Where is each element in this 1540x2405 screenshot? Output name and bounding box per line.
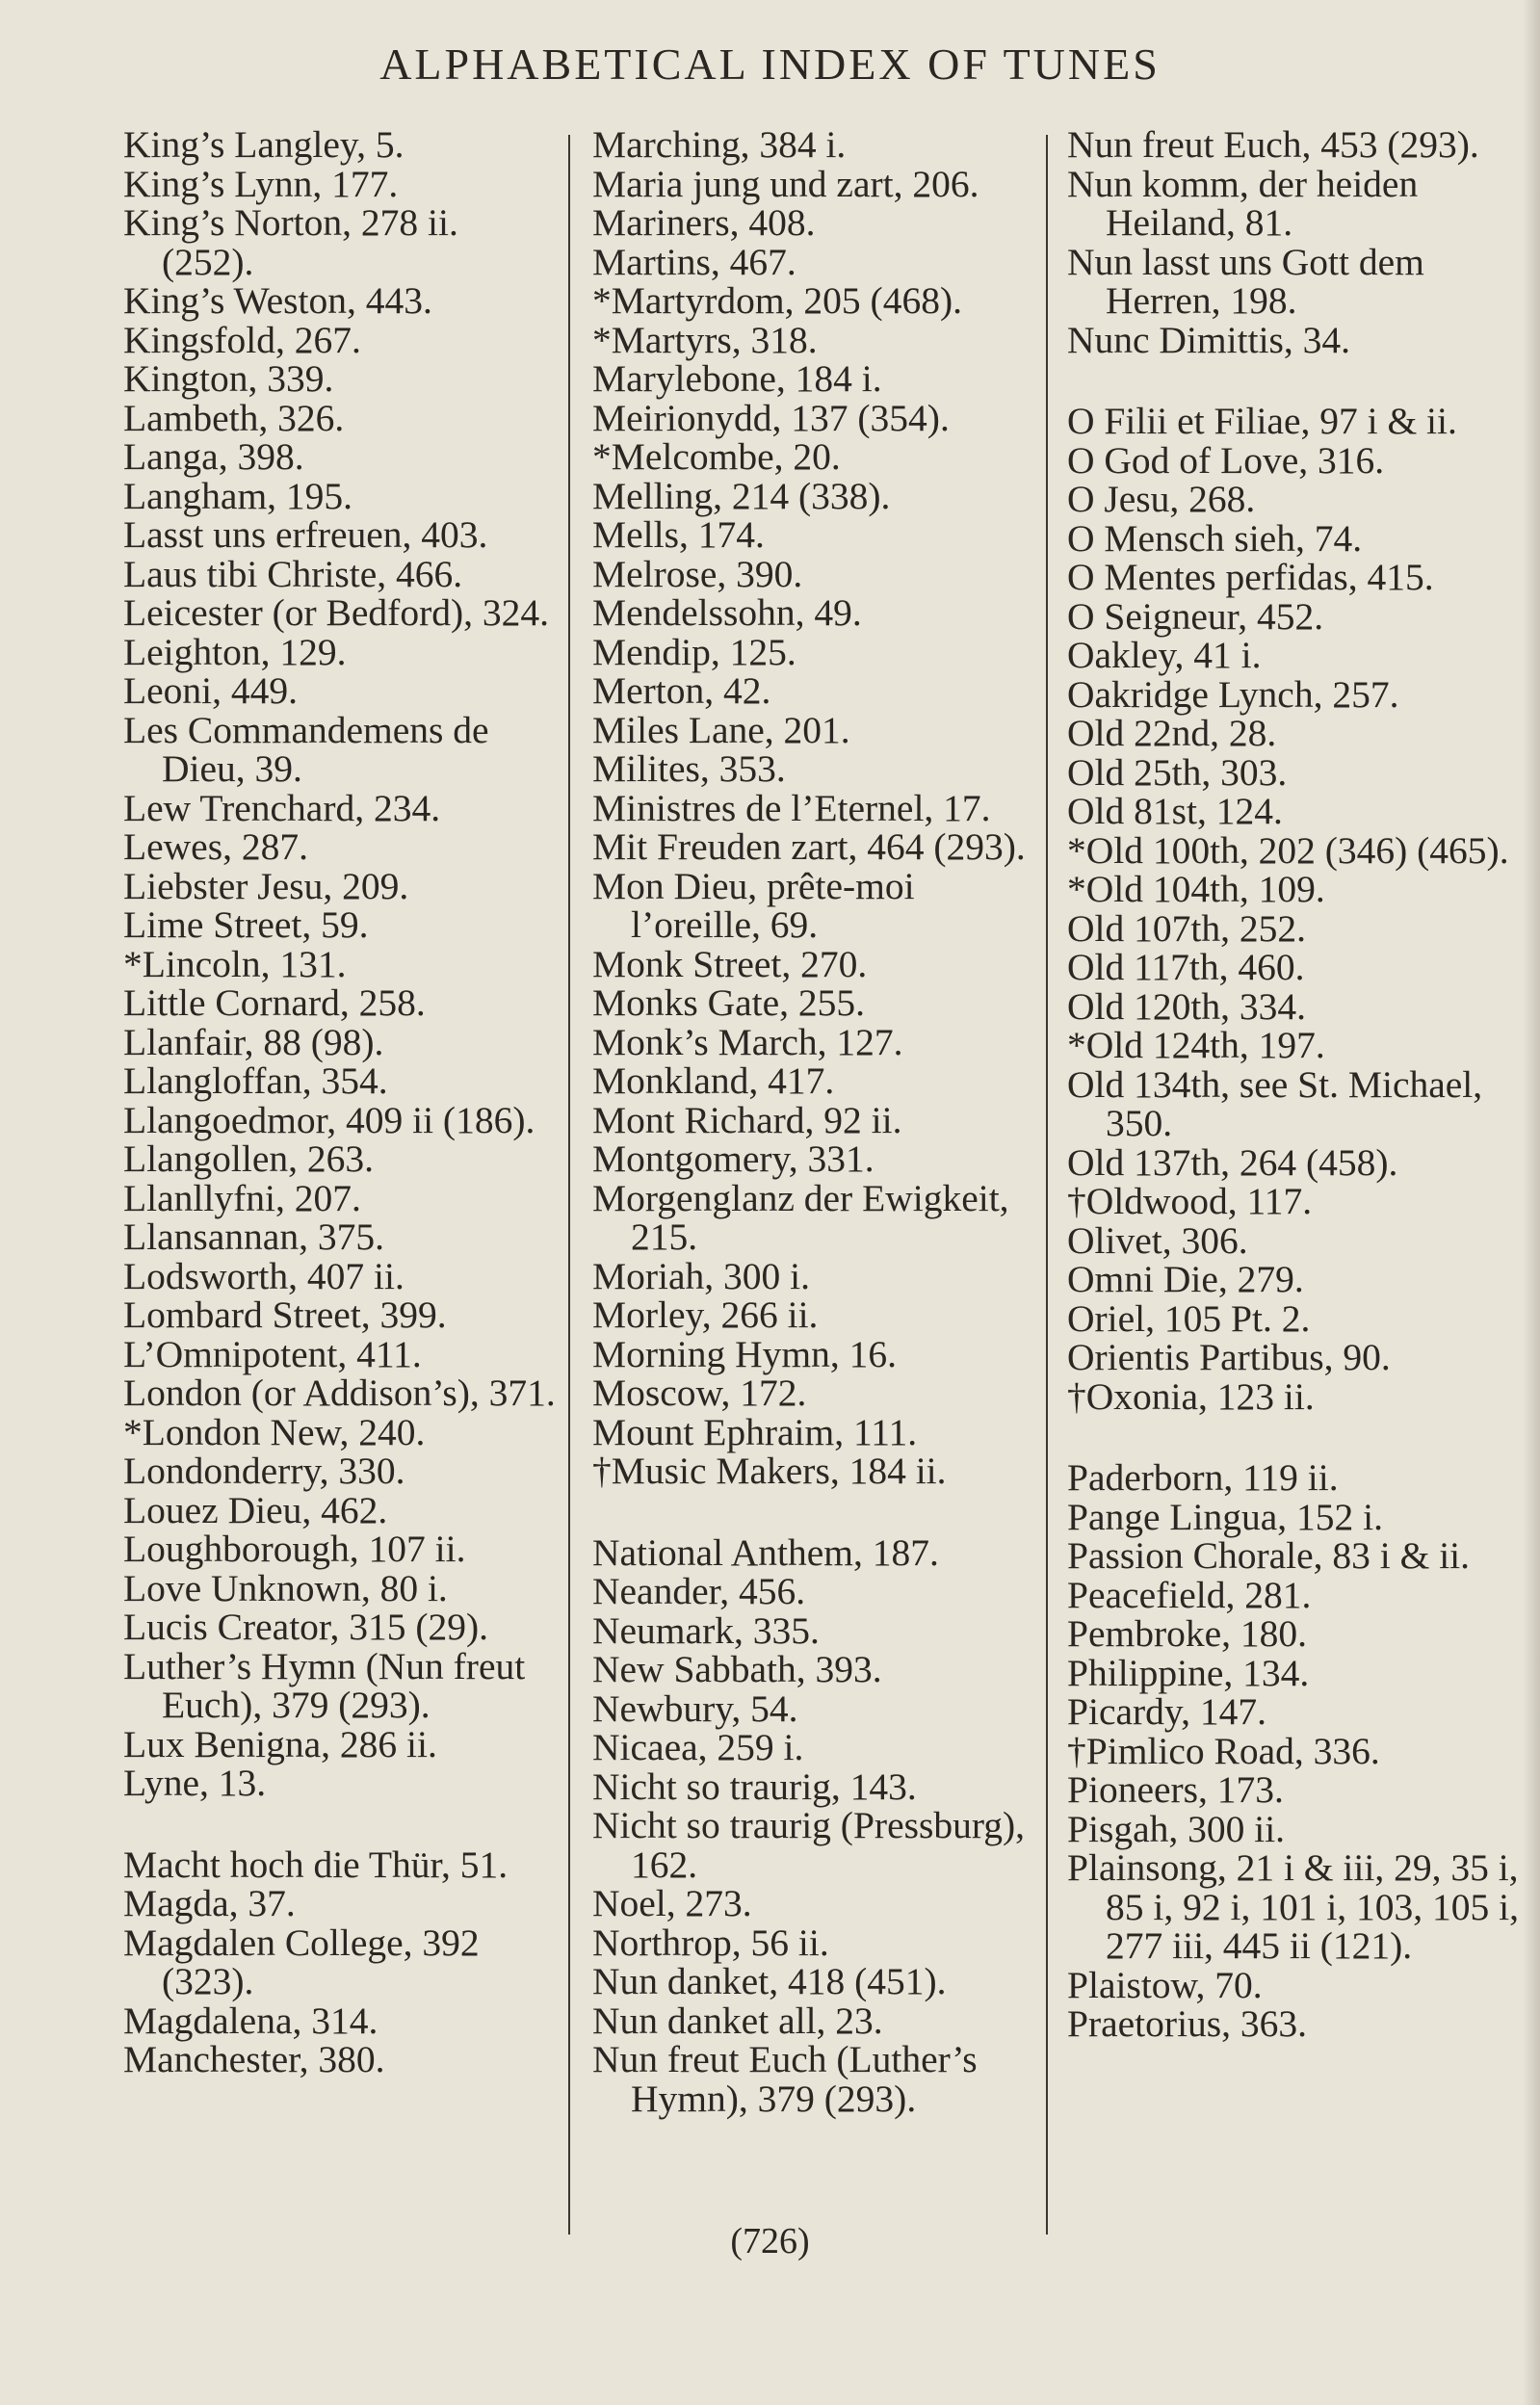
index-entry: Langa, 398.: [123, 435, 304, 478]
index-entry: Leicester (or Bedford), 324.: [123, 591, 550, 634]
index-entry: Mont Richard, 92 ii.: [592, 1098, 902, 1141]
index-entry: Melrose, 390.: [592, 552, 803, 595]
index-entry: O Mensch sieh, 74.: [1067, 516, 1363, 560]
index-entry: Londonderry, 330.: [123, 1450, 405, 1492]
index-entry: Noel, 273.: [592, 1882, 752, 1924]
index-column-2: [592, 125, 1035, 2118]
page-edge-shadow: [1523, 0, 1540, 2405]
index-entry: Pisgah, 300 ii.: [1067, 1807, 1286, 1850]
index-entry: Ministres de l’Eternel, 17.: [592, 786, 991, 829]
index-entry: †Oldwood, 117.: [1067, 1180, 1313, 1222]
index-entry: National Anthem, 187.: [592, 1530, 939, 1574]
index-entry: Mit Freuden zart, 464 (293).: [592, 825, 1026, 868]
index-entry: Mariners, 408.: [592, 201, 816, 244]
index-entry: Monk’s March, 127.: [592, 1020, 903, 1063]
index-entry: Loughborough, 107 ii.: [123, 1528, 466, 1570]
index-entry: King’s Langley, 5.: [123, 123, 405, 166]
index-entry: Llansannan, 375.: [123, 1216, 384, 1258]
index-entry: King’s Weston, 443.: [123, 279, 432, 322]
index-entry: Leighton, 129.: [123, 630, 347, 673]
index-entry: Les Commandemens de Dieu, 39.: [123, 708, 489, 790]
index-entry: Laus tibi Christe, 466.: [123, 552, 463, 595]
index-entry: Mount Ephraim, 111.: [592, 1410, 918, 1453]
index-entry: Monk Street, 270.: [592, 942, 868, 985]
index-entry: Nun freut Euch (Luther’s Hymn), 379 (293).: [592, 2038, 978, 2120]
index-entry: Monkland, 417.: [592, 1059, 835, 1102]
index-entry: Lodsworth, 407 ii.: [123, 1254, 405, 1297]
index-entry: Pioneers, 173.: [1067, 1768, 1284, 1811]
index-entry: Macht hoch die Thür, 51.: [123, 1843, 509, 1886]
index-entry: Plaistow, 70.: [1067, 1963, 1263, 2006]
index-entry: *Martyrs, 318.: [592, 318, 818, 361]
index-entry: Northrop, 56 ii.: [592, 1921, 829, 1964]
index-entry: O Jesu, 268.: [1067, 478, 1256, 520]
index-entry: Llanllyfni, 207.: [123, 1176, 361, 1219]
index-entry: Lewes, 287.: [123, 825, 308, 868]
index-entry: Orientis Partibus, 90.: [1067, 1336, 1391, 1378]
index-entry: Magdalena, 314.: [123, 1999, 378, 2042]
index-entry: *Old 100th, 202 (346) (465).: [1067, 828, 1509, 872]
index-entry: Peacefield, 281.: [1067, 1573, 1312, 1616]
index-entry: Omni Die, 279.: [1067, 1258, 1304, 1300]
index-entry: Pembroke, 180.: [1067, 1612, 1308, 1655]
index-entry: *Old 124th, 197.: [1067, 1024, 1325, 1066]
index-entry: Nunc Dimittis, 34.: [1067, 318, 1351, 361]
section-gap: [592, 1491, 1035, 1533]
index-entry: Nicaea, 259 i.: [592, 1726, 804, 1768]
index-entry: Marylebone, 184 i.: [592, 357, 882, 400]
index-entry: Luther’s Hymn (Nun freut Euch), 379 (293).: [123, 1644, 526, 1726]
index-entry: Morgenglanz der Ewigkeit, 215.: [592, 1176, 1009, 1258]
index-entry: Nun danket all, 23.: [592, 1999, 883, 2042]
index-entry: Old 120th, 334.: [1067, 984, 1306, 1028]
index-entry: New Sabbath, 393.: [592, 1648, 882, 1690]
index-entry: Paderborn, 119 ii.: [1067, 1456, 1339, 1499]
index-entry: Magdalen College, 392 (323).: [123, 1921, 480, 2002]
index-entry: Old 25th, 303.: [1067, 750, 1288, 794]
index-entry: Old 117th, 460.: [1067, 946, 1305, 988]
section-gap: [123, 1803, 559, 1845]
index-entry: Lux Benigna, 286 ii.: [123, 1722, 437, 1765]
index-entry: Lew Trenchard, 234.: [123, 786, 441, 829]
index-entry: Oakley, 41 i.: [1067, 634, 1262, 676]
index-entry: Nicht so traurig (Pressburg), 162.: [592, 1804, 1026, 1886]
index-entry: King’s Lynn, 177.: [123, 162, 399, 205]
index-entry: *Martyrdom, 205 (468).: [592, 279, 962, 322]
index-entry: Plainsong, 21 i & iii, 29, 35 i, 85 i, 92 i, 101 i, 103, 105 i, 277 iii, 445 ii (121).: [1067, 1846, 1520, 1967]
index-entry: Kingsfold, 267.: [123, 318, 361, 361]
index-entry: Old 22nd, 28.: [1067, 712, 1277, 754]
index-entry: Praetorius, 363.: [1067, 2002, 1308, 2045]
index-entry: Monks Gate, 255.: [592, 981, 866, 1024]
column-divider: [568, 135, 570, 2235]
index-entry: Miles Lane, 201.: [592, 708, 850, 751]
index-entry: Magda, 37.: [123, 1882, 296, 1924]
index-entry: Meirionydd, 137 (354).: [592, 396, 950, 439]
index-entry: †Oxonia, 123 ii.: [1067, 1374, 1315, 1418]
index-entry: King’s Norton, 278 ii. (252).: [123, 201, 458, 283]
index-entry: Llangollen, 263.: [123, 1137, 374, 1180]
index-entry: Manchester, 380.: [123, 2038, 385, 2080]
index-entry: Nicht so traurig, 143.: [592, 1765, 917, 1808]
section-gap: [1067, 359, 1529, 402]
index-entry: †Pimlico Road, 336.: [1067, 1729, 1380, 1772]
index-entry: Neander, 456.: [592, 1570, 806, 1612]
index-entry: Passion Chorale, 83 i & ii.: [1067, 1534, 1471, 1577]
index-entry: Morning Hymn, 16.: [592, 1332, 897, 1375]
index-entry: Louez Dieu, 462.: [123, 1488, 388, 1531]
index-entry: Lucis Creator, 315 (29).: [123, 1606, 489, 1648]
index-entry: Marching, 384 i.: [592, 123, 847, 166]
index-entry: Nun komm, der heiden Heiland, 81.: [1067, 162, 1419, 244]
index-entry: Melling, 214 (338).: [592, 474, 891, 517]
index-entry: Moriah, 300 i.: [592, 1254, 811, 1297]
index-entry: Lombard Street, 399.: [123, 1294, 447, 1336]
index-entry: †Music Makers, 184 ii.: [592, 1450, 947, 1492]
index-entry: O Seigneur, 452.: [1067, 594, 1324, 638]
index-entry: Love Unknown, 80 i.: [123, 1566, 448, 1609]
index-entry: Little Cornard, 258.: [123, 981, 426, 1024]
index-entry: *London New, 240.: [123, 1410, 426, 1453]
index-entry: Nun danket, 418 (451).: [592, 1960, 947, 2002]
index-entry: Martins, 467.: [592, 240, 796, 283]
index-entry: Morley, 266 ii.: [592, 1294, 819, 1336]
index-entry: Lime Street, 59.: [123, 903, 369, 946]
section-gap: [1067, 1416, 1529, 1458]
index-entry: Llanfair, 88 (98).: [123, 1020, 384, 1063]
index-entry: Kington, 339.: [123, 357, 334, 400]
index-entry: Mells, 174.: [592, 513, 765, 556]
index-entry: Nun lasst uns Gott dem Herren, 198.: [1067, 240, 1424, 322]
index-entry: Picardy, 147.: [1067, 1690, 1266, 1733]
index-entry: Old 134th, see St. Michael, 350.: [1067, 1062, 1483, 1144]
index-entry: Philippine, 134.: [1067, 1651, 1310, 1694]
index-entry: London (or Addison’s), 371.: [123, 1372, 556, 1414]
index-entry: Oakridge Lynch, 257.: [1067, 672, 1399, 716]
index-entry: Liebster Jesu, 209.: [123, 864, 409, 907]
index-entry: Merton, 42.: [592, 669, 771, 712]
page-title: ALPHABETICAL INDEX OF TUNES: [379, 39, 1161, 89]
index-entry: Oriel, 105 Pt. 2.: [1067, 1296, 1311, 1340]
index-entry: Langham, 195.: [123, 474, 353, 517]
index-entry: *Old 104th, 109.: [1067, 868, 1325, 910]
page-number: (726): [730, 2221, 810, 2261]
index-entry: Mendip, 125.: [592, 630, 796, 673]
index-entry: Lambeth, 326.: [123, 396, 345, 439]
index-entry: Nun freut Euch, 453 (293).: [1067, 123, 1479, 166]
index-entry: Mon Dieu, prête-moi l’oreille, 69.: [592, 864, 915, 946]
index-entry: Pange Lingua, 152 i.: [1067, 1495, 1384, 1538]
index-entry: O God of Love, 316.: [1067, 438, 1385, 482]
index-entry: L’Omnipotent, 411.: [123, 1332, 422, 1375]
index-entry: Milites, 353.: [592, 747, 786, 790]
index-entry: Lasst uns erfreuen, 403.: [123, 513, 488, 556]
index-entry: Neumark, 335.: [592, 1608, 820, 1652]
index-entry: *Lincoln, 131.: [123, 942, 347, 985]
index-entry: Leoni, 449.: [123, 669, 299, 712]
index-entry: Mendelssohn, 49.: [592, 591, 862, 634]
index-entry: Old 137th, 264 (458).: [1067, 1140, 1398, 1184]
index-entry: *Melcombe, 20.: [592, 435, 841, 478]
index-entry: Montgomery, 331.: [592, 1137, 874, 1180]
index-column-1: [123, 125, 559, 2079]
index-entry: Old 107th, 252.: [1067, 906, 1306, 950]
index-entry: O Mentes perfidas, 415.: [1067, 556, 1434, 598]
index-column-3: [1067, 125, 1529, 2044]
index-entry: Llangoedmor, 409 ii (186).: [123, 1098, 535, 1141]
index-entry: Newbury, 54.: [592, 1686, 798, 1730]
index-entry: Moscow, 172.: [592, 1372, 807, 1414]
index-entry: O Filii et Filiae, 97 i & ii.: [1067, 400, 1457, 442]
index-entry: Olivet, 306.: [1067, 1218, 1248, 1262]
index-entry: Maria jung und zart, 206.: [592, 162, 979, 205]
index-entry: Lyne, 13.: [123, 1762, 267, 1804]
index-entry: Old 81st, 124.: [1067, 790, 1283, 832]
column-divider: [1046, 135, 1048, 2235]
index-entry: Llangloffan, 354.: [123, 1059, 388, 1102]
